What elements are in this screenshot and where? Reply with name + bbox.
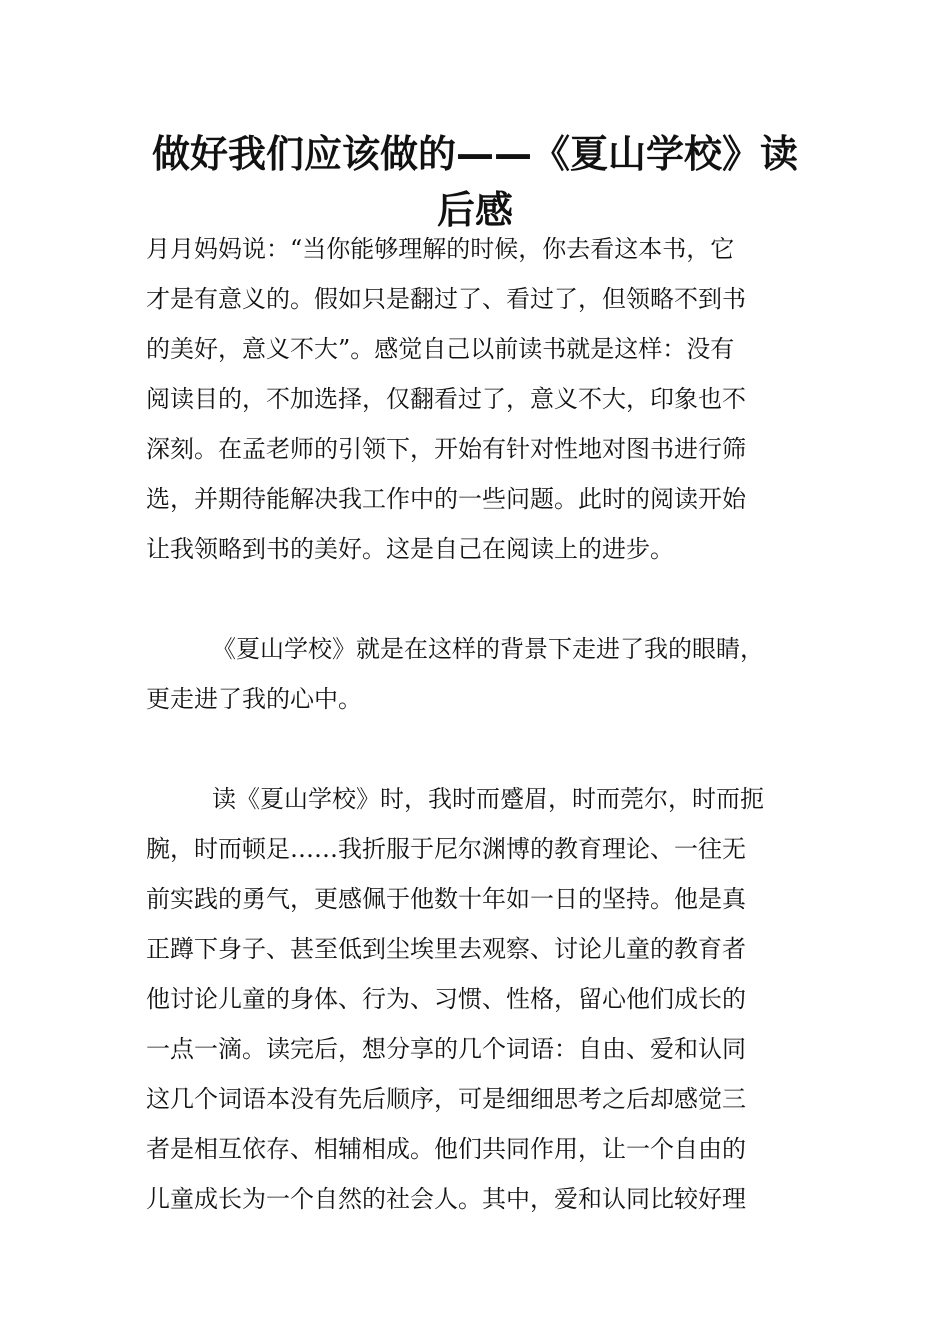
paragraph-line: 他讨论儿童的身体、行为、习惯、性格，留心他们成长的 <box>146 985 746 1013</box>
paragraph-line: 腕，时而顿足……我折服于尼尔渊博的教育理论、一往无 <box>146 835 746 863</box>
paragraph-line: 才是有意义的。假如只是翻过了、看过了，但领略不到书 <box>146 285 746 313</box>
paragraph-line: 者是相互依存、相辅相成。他们共同作用，让一个自由的 <box>146 1135 746 1163</box>
paragraph-line: 选，并期待能解决我工作中的一些问题。此时的阅读开始 <box>146 485 746 513</box>
paragraph-line: 阅读目的，不加选择，仅翻看过了，意义不大，印象也不 <box>146 385 746 413</box>
title-line-1: 做好我们应该做的——《夏山学校》读 <box>151 132 798 176</box>
document-title <box>120 126 830 238</box>
paragraph-line: 月月妈妈说：“当你能够理解的时候，你去看这本书，它 <box>146 235 735 263</box>
paragraph-line: 《夏山学校》就是在这样的背景下走进了我的眼睛， <box>212 635 764 663</box>
paragraph-line: 更走进了我的心中。 <box>146 685 362 713</box>
title-line-2: 后感 <box>436 188 513 232</box>
paragraph-2 <box>146 624 808 724</box>
paragraph-line: 正蹲下身子、甚至低到尘埃里去观察、讨论儿童的教育者 <box>146 935 746 963</box>
paragraph-line: 前实践的勇气，更感佩于他数十年如一日的坚持。他是真 <box>146 885 746 913</box>
paragraph-line: 这几个词语本没有先后顺序，可是细细思考之后却感觉三 <box>146 1085 746 1113</box>
paragraph-line: 儿童成长为一个自然的社会人。其中，爱和认同比较好理 <box>146 1185 746 1213</box>
paragraph-1 <box>146 224 808 574</box>
paragraph-line: 深刻。在孟老师的引领下，开始有针对性地对图书进行筛 <box>146 435 746 463</box>
paragraph-line: 的美好，意义不大”。感觉自己以前读书就是这样：没有 <box>146 335 735 363</box>
paragraph-3 <box>146 774 808 1224</box>
paragraph-line: 读《夏山学校》时，我时而蹙眉，时而莞尔，时而扼 <box>212 785 764 813</box>
paragraph-line: 让我领略到书的美好。这是自己在阅读上的进步。 <box>146 535 674 563</box>
paragraph-line: 一点一滴。读完后，想分享的几个词语：自由、爱和认同 <box>146 1035 746 1063</box>
